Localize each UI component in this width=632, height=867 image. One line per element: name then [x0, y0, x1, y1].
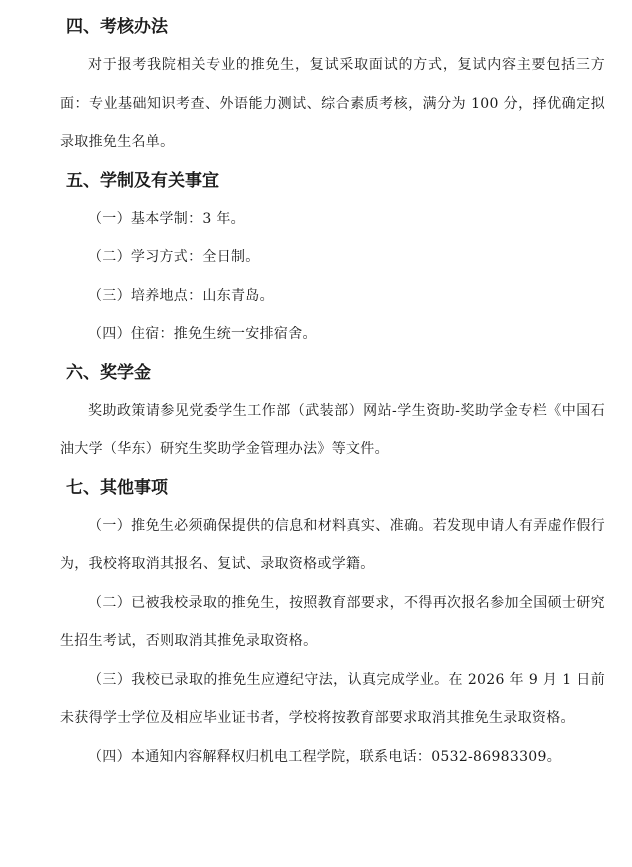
section-4-paragraph: 对于报考我院相关专业的推免生，复试采取面试的方式，复试内容主要包括三方面：专业基础知识考查、外语能力测试、综合素质考核，满分为 100 分，择优确定拟录取推免生名单。	[60, 57, 605, 150]
section-5-item-1: （一）基本学制：3 年。	[88, 210, 245, 227]
section-7-item-3: （三）我校已录取的推免生应遵纪守法，认真完成学业。在 2026 年 9 月 1 日前未获得学士学位及相应毕业证书者，学校将按教育部要求取消其推免生录取资格。	[60, 671, 605, 726]
section-5-item-4: （四）住宿：推免生统一安排宿舍。	[88, 326, 317, 342]
document-page	[60, 8, 605, 776]
section-6-paragraph: 奖助政策请参见党委学生工作部（武装部）网站-学生资助-奖助学金专栏《中国石油大学（华东）研究生奖助学金管理办法》等文件。	[60, 402, 605, 457]
section-4-heading: 四、考核办法	[66, 17, 168, 37]
section-5-heading: 五、学制及有关事宜	[66, 170, 219, 191]
section-5-item-2: （二）学习方式：全日制。	[88, 249, 260, 265]
section-7-item-4: （四）本通知内容解释权归机电工程学院，联系电话：0532-86983309。	[88, 748, 562, 765]
section-7-item-2: （二）已被我校录取的推免生，按照教育部要求，不得再次报名参加全国硕士研究生招生考试，否则取消其推免录取资格。	[60, 594, 605, 649]
section-5-item-3: （三）培养地点：山东青岛。	[88, 287, 274, 304]
section-7-heading: 七、其他事项	[66, 477, 168, 498]
section-6-heading: 六、奖学金	[66, 362, 151, 383]
section-7-item-1: （一）推免生必须确保提供的信息和材料真实、准确。若发现申请人有弄虚作假行为，我校将取消其报名、复试、录取资格或学籍。	[60, 517, 605, 572]
